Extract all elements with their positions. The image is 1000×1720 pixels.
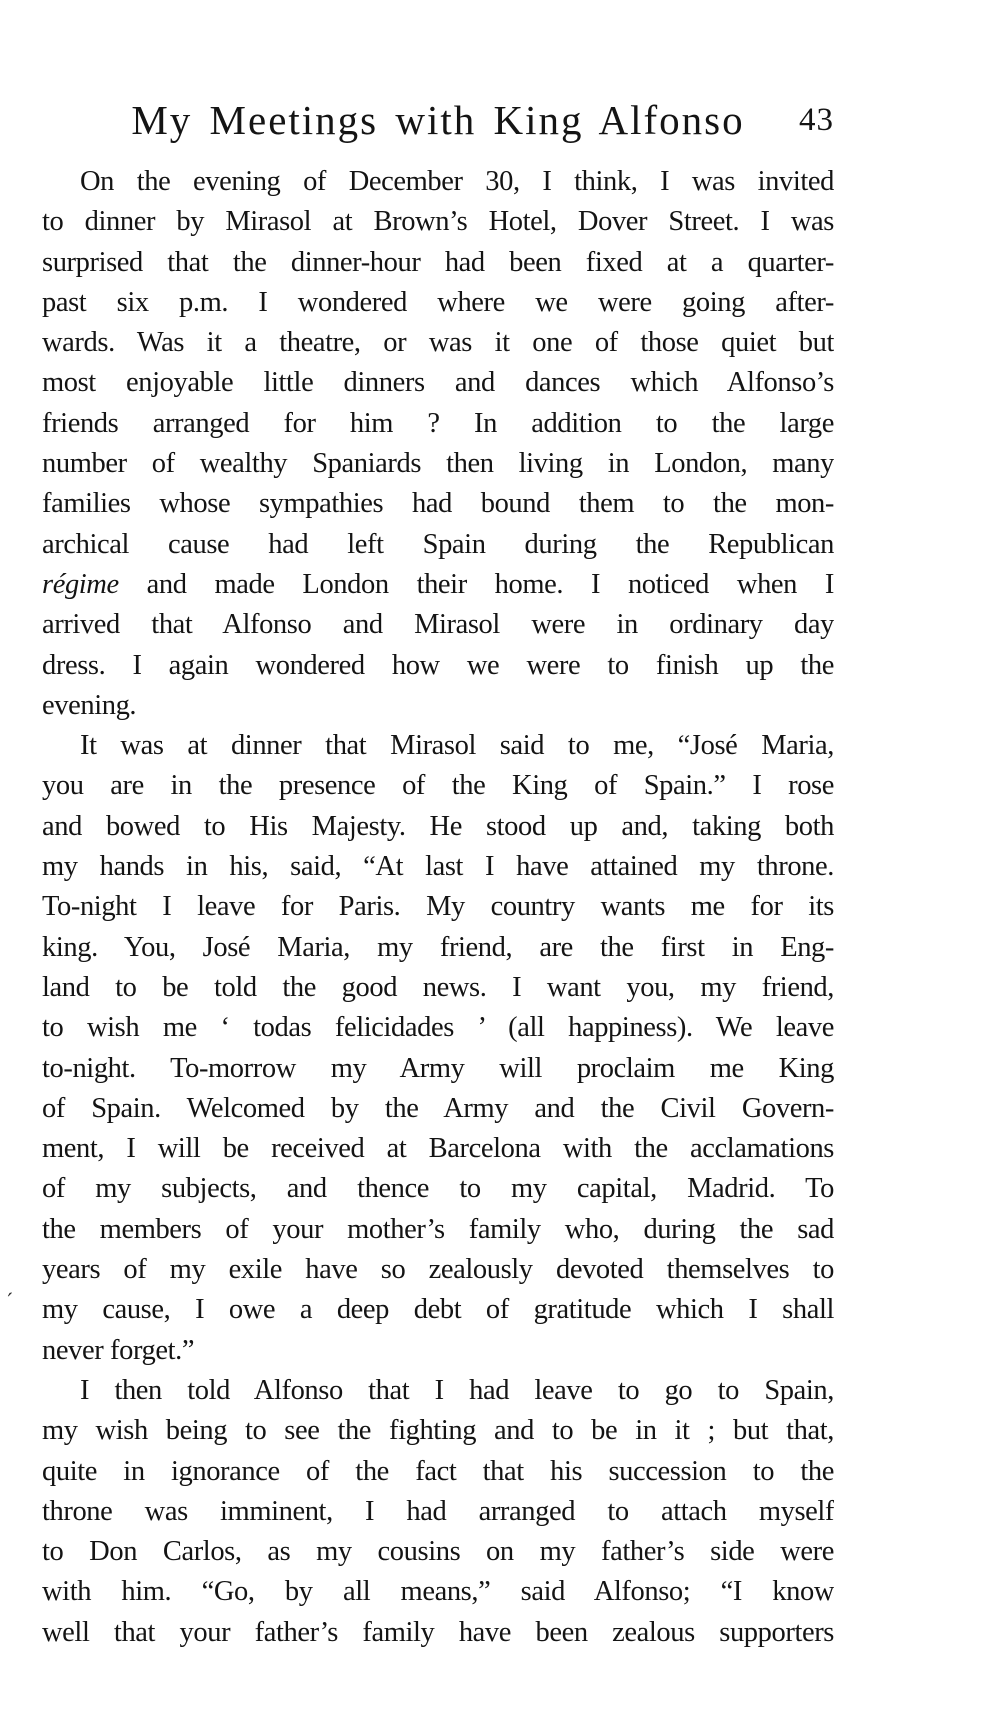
- text-line: [42, 1371, 834, 1411]
- text-segment: ment, I will be received at Barcelona with the acclamations: [42, 1133, 834, 1165]
- text-line: [42, 444, 834, 484]
- text-segment: arrived that Alfonso and Mirasol were in ordinary day: [42, 609, 834, 641]
- text-segment: well that your father’s family have been zealous supporters: [42, 1616, 834, 1648]
- text-line: [42, 484, 834, 524]
- text-segment: and bowed to His Majesty. He stood up and, taking both: [42, 810, 834, 842]
- text-line: [42, 243, 834, 283]
- text-line: [42, 1492, 834, 1532]
- italic-text-segment: régime: [42, 568, 119, 600]
- text-segment: quite in ignorance of the fact that his succession to the: [42, 1455, 834, 1487]
- text-line: [42, 807, 834, 847]
- text-segment: and made London their home. I noticed when I: [118, 568, 834, 600]
- text-segment: king. You, José Maria, my friend, are the first in Eng-: [42, 931, 834, 963]
- text-line: [42, 1129, 834, 1169]
- text-segment: wards. Was it a theatre, or was it one of those quiet but: [42, 327, 834, 359]
- text-line: [42, 1331, 834, 1371]
- text-line: [42, 766, 834, 806]
- text-segment: to dinner by Mirasol at Brown’s Hotel, Dover Street. I was: [42, 206, 834, 238]
- text-line: [42, 323, 834, 363]
- text-segment: the members of your mother’s family who, during the sad: [42, 1213, 834, 1245]
- text-line: [42, 847, 834, 887]
- text-line: [42, 1049, 834, 1089]
- text-line: [42, 605, 834, 645]
- text-segment: with him. “Go, by all means,” said Alfonso; “I know: [42, 1576, 834, 1608]
- text-line: [42, 202, 834, 242]
- text-segment: of Spain. Welcomed by the Army and the Civil Govern-: [42, 1092, 834, 1124]
- text-line: [42, 1290, 834, 1330]
- text-line: [42, 968, 834, 1008]
- text-line: [42, 726, 834, 766]
- text-segment: land to be told the good news. I want you, my friend,: [42, 971, 834, 1003]
- text-line: [42, 686, 834, 726]
- text-line: [42, 1008, 834, 1048]
- text-segment: to Don Carlos, as my cousins on my father’s side were: [42, 1536, 834, 1568]
- text-segment: you are in the presence of the King of Spain.” I rose: [42, 770, 834, 802]
- text-segment: years of my exile have so zealously devoted themselves to: [42, 1254, 834, 1286]
- text-segment: archical cause had left Spain during the Republican: [42, 528, 834, 560]
- text-segment: never forget.”: [42, 1334, 195, 1366]
- text-segment: families whose sympathies had bound them to the mon-: [42, 488, 834, 520]
- text-segment: throne was imminent, I had arranged to attach myself: [42, 1495, 834, 1527]
- margin-speck-mark: ´: [5, 1287, 16, 1314]
- text-line: [42, 363, 834, 403]
- text-line: [42, 1169, 834, 1209]
- page-number: 43: [799, 102, 834, 138]
- text-line: [42, 162, 834, 202]
- text-line: [42, 525, 834, 565]
- text-line: [42, 1089, 834, 1129]
- text-line: [42, 1532, 834, 1572]
- text-segment: To-night I leave for Paris. My country wants me for its: [42, 891, 834, 923]
- text-segment: It was at dinner that Mirasol said to me, “José Maria,: [80, 730, 834, 762]
- text-segment: I then told Alfonso that I had leave to go to Spain,: [80, 1374, 834, 1406]
- text-segment: my hands in his, said, “At last I have attained my throne.: [42, 851, 834, 883]
- text-line: [42, 1572, 834, 1612]
- text-segment: past six p.m. I wondered where we were going after-: [42, 286, 834, 318]
- text-segment: of my subjects, and thence to my capital, Madrid. To: [42, 1173, 834, 1205]
- text-segment: to wish me ‘ todas felicidades ’ (all happiness). We leave: [42, 1012, 834, 1044]
- text-line: [42, 283, 834, 323]
- text-segment: On the evening of December 30, I think, I was invited: [80, 166, 834, 197]
- text-segment: to-night. To-morrow my Army will proclaim me King: [42, 1052, 834, 1084]
- text-segment: my wish being to see the fighting and to be in it ; but that,: [42, 1415, 834, 1447]
- text-line: [42, 1210, 834, 1250]
- text-line: [42, 404, 834, 444]
- text-segment: most enjoyable little dinners and dances which Alfonso’s: [42, 367, 834, 399]
- text-line: [42, 1452, 834, 1492]
- text-segment: dress. I again wondered how we were to finish up the: [42, 649, 834, 681]
- text-segment: surprised that the dinner-hour had been fixed at a quarter-: [42, 246, 834, 278]
- text-line: [42, 887, 834, 927]
- text-segment: evening.: [42, 689, 137, 721]
- text-segment: number of wealthy Spaniards then living in London, many: [42, 448, 834, 480]
- text-line: [42, 565, 834, 605]
- text-line: [42, 1613, 834, 1653]
- text-line: [42, 646, 834, 686]
- text-line: [42, 1250, 834, 1290]
- text-segment: friends arranged for him ? In addition to the large: [42, 407, 834, 439]
- text-line: [42, 928, 834, 968]
- page-title: My Meetings with King Alfonso: [131, 97, 745, 143]
- text-segment: my cause, I owe a deep debt of gratitude which I shall: [42, 1294, 834, 1326]
- running-header: [42, 94, 834, 146]
- text-line: [42, 1411, 834, 1451]
- page-body: [42, 162, 834, 1653]
